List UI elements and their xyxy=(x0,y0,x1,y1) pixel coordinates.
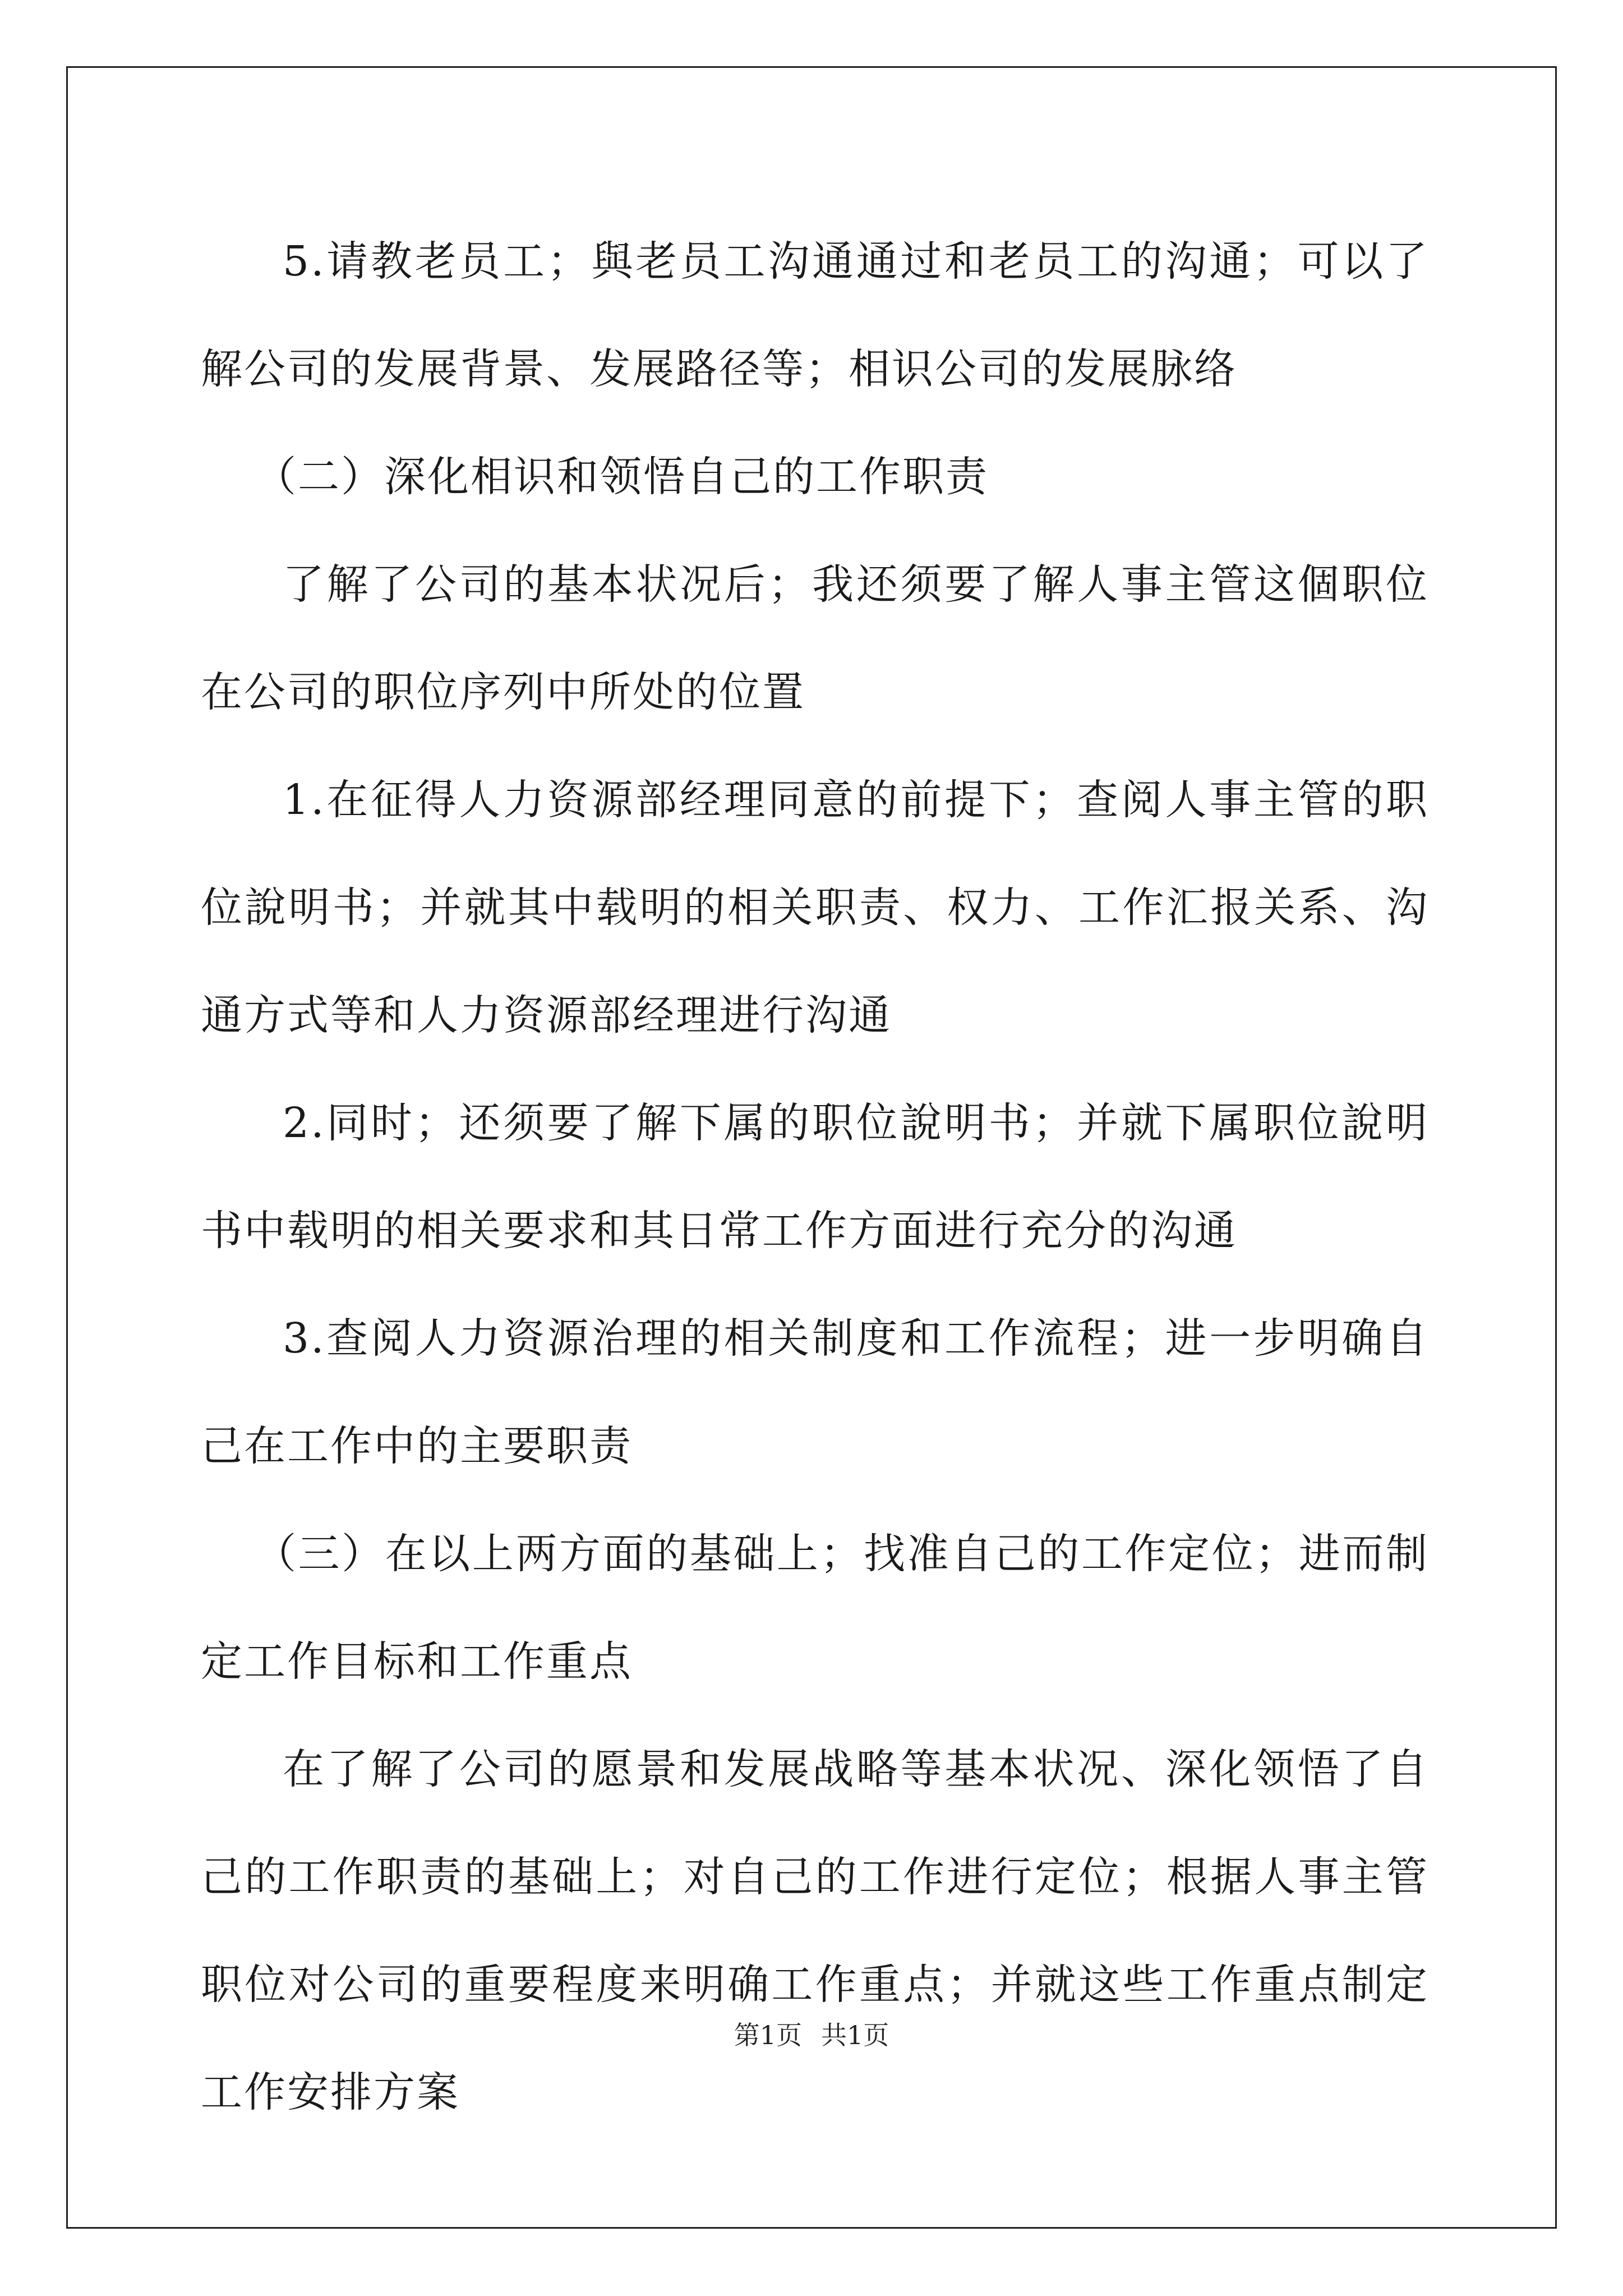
section-heading-3: （三）在以上两方面的基础上；找准自己的工作定位；进而制定工作目标和工作重点 xyxy=(201,1530,1429,1686)
paragraph-item-1: 1.在征得人力资源部经理同意的前提下；查阅人事主管的职位說明书；并就其中载明的相关职责、权力、工作汇报关系、沟通方式等和人力资源部经理进行沟通 xyxy=(201,776,1429,1039)
paragraph-work-plan: 在了解了公司的愿景和发展战略等基本状况、深化领悟了自己的工作职责的基础上；对自己的工作进行定位；根据人事主管职位对公司的重要程度来明确工作重点；并就这些工作重点制定工作安排方案 xyxy=(201,1745,1429,2116)
page-number: 第1页 xyxy=(734,2020,802,2050)
section-heading-2: （二）深化相识和领悟自己的工作职责 xyxy=(255,453,989,501)
paragraph-item-2: 2.同时；还须要了解下属的职位說明书；并就下属职位說明书中载明的相关要求和其日常工作方面进行充分的沟通 xyxy=(201,1099,1429,1255)
paragraph-item-5: 5.请教老员工；與老员工沟通通过和老员工的沟通；可以了解公司的发展背景、发展路径等；相识公司的发展脉络 xyxy=(201,237,1429,393)
document-body xyxy=(201,208,1429,2146)
paragraph-item-3: 3.查阅人力资源治理的相关制度和工作流程；进一步明确自己在工作中的主要职责 xyxy=(201,1314,1429,1470)
page-total: 共1页 xyxy=(821,2020,889,2050)
page-footer xyxy=(0,2018,1623,2052)
paragraph-position-intro: 了解了公司的基本状况后；我还须要了解人事主管这個职位在公司的职位序列中所处的位置 xyxy=(201,560,1429,716)
